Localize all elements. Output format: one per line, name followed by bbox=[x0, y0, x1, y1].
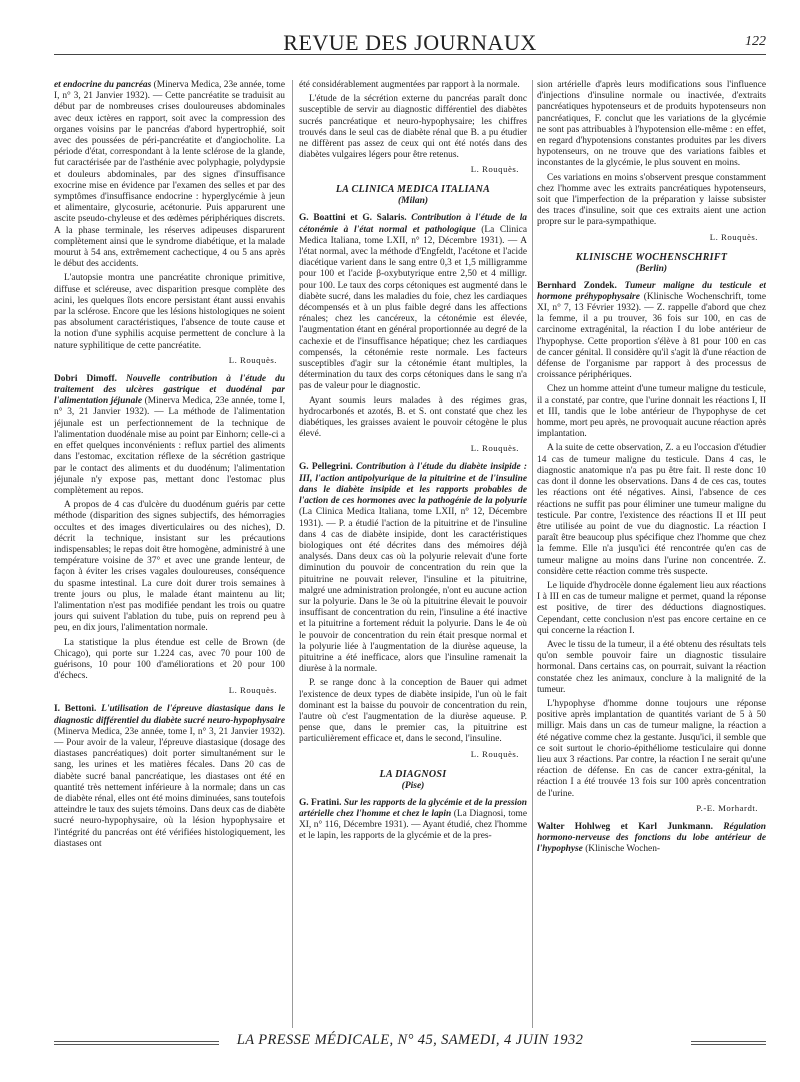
page-footer bbox=[54, 1032, 766, 1052]
article-author: I. Bettoni. bbox=[54, 704, 97, 715]
article-title: Régulation hormono-nerveuse des fonctions du lobe antérieur de l'hypophyse bbox=[537, 821, 766, 855]
column-divider bbox=[292, 80, 293, 1028]
article-text: (Minerva Medica, 23e année, tome I, n° 3, 21 Janvier 1932). — La méthode de l'alimentation jéjunale est un perfectionnement de la technique de l'alimentation duodénale mise au point par Einhorn; celle-ci a en effet quelques inconvénients : reflux partiel des aliments dans l'estomac, excitation réflexe de la sécrétion gastrique par le contact des aliments et du duodénum; l'alimentation jéjunale n'y expose pas, mettant donc l'estomac plus complètement au repos. bbox=[54, 396, 285, 496]
header-rule bbox=[54, 54, 766, 55]
article-paragraph: Avec le tissu de la tumeur, il a été obtenu des résultats tels qu'on semble pouvoir faire un diagnostic tissulaire hormonal. Dans certains cas, on pourrait, suivant la réaction constatée chez les animaux, conclure à la malignité de la tumeur. bbox=[537, 639, 766, 695]
article-text: (La Diagnosi, tome XI, n° 116, Décembre 1931). — Ayant étudié, chez l'homme et le lapin, les rapports de la glycémie et de la pres- bbox=[299, 808, 527, 842]
article-text: (Minerva Medica, 23e année, tome I, n° 3, 21 Janvier 1932). — Cette pancréatite se traduisit au début par de nombreuses crises douloureuses abdominales avec deux ictères en rapport, soit avec la compression des organes voisins par le pancréas d'abord hypertrophié, soit avec des poussées de péri-pancréatite et d'angiocholite. La période d'état, correspondant à la lente sclérose de la glande, fut caractérisée par de l'asthénie avec polyphagie, polydypsie et douleurs abdominales, par des signes d'insuffisance exocrine mise en évidence par l'examen des selles et par des symptômes d'insuffisance endocrine : hyperglycémie à jeun et alimentaire, glycosurie, acétonurie. Puis apparurent une ascite pseudo-chyleuse et des œdèmes périphériques discrets. A la phase terminale, les réserves adipeuses disparurent complètement ainsi que le syndrome diabétique, et la malade mourut à 54 ans, extrêmement cachectique, 4 ou 5 ans après le début des accidents. bbox=[54, 80, 285, 270]
author-signature: L. Rouquès. bbox=[470, 443, 519, 454]
article-paragraph: Le liquide d'hydrocèle donne également lieu aux réactions I à III en cas de tumeur maligne et permet, quand la réponse est positive, de tirer des déductions diagnostiques. Cependant, cette conclusion n'est pas encore certaine en ce qui concerne la réaction I. bbox=[537, 580, 766, 636]
footer-publication: LA PRESSE MÉDICALE, N° 45, SAMEDI, 4 JUIN 1932 bbox=[236, 1032, 584, 1048]
article-paragraph: Ces variations en moins s'observent presque constamment chez l'homme avec les extraits pancréatiques hypotenseurs, soit que l'imperfection de la préparation y laisse subsister des traces d'insuline, soit que ces extraits aient une action propre sur le para-sympathique. bbox=[537, 172, 766, 228]
article-author: Walter Hohlweg et Karl Junkmann. bbox=[537, 821, 713, 832]
column-3 bbox=[537, 80, 766, 1028]
article-text: (La Clinica Medica Italiana, tome LXII, n° 12, Décembre 1931). — P. a étudié l'action de la pituitrine et de l'insuline dans 4 cas de diabète insipide, dont les caractéristiques biologiques ont été décrites dans des mémoires déjà analysés. Dans deux cas où la polyurie relevait d'une forte diminution du pouvoir de concentration du rein que la pituitrine ne pouvait relever, l'insuline et la pituitrine, malgré une administration prolongée, n'ont eu aucune action sur la polyurie. Dans le 3e où la pituitrine élevait le pouvoir insuffisant de concentration du rein, l'insuline a été inactive et la pituitrine a fortement réduit la polyurie. Dans le 4e où le pouvoir de concentration du rein était presque normal et la polyurie liée à l'augmentation de la diurèse aqueuse, la pituitrine a été inefficace, alors que l'insuline ramenait la diurèse à la normale. bbox=[299, 507, 527, 675]
article-paragraph bbox=[299, 213, 527, 392]
article-paragraph bbox=[537, 281, 766, 382]
author-signature: L. Rouquès. bbox=[228, 685, 277, 696]
article-paragraph: Chez un homme atteint d'une tumeur maligne du testicule, il a constaté, par contre, que l'urine donnait les réactions I, II et III, tandis que le lobe antérieur de l'hypophyse de cet homme, mort peu après, ne provoquait aucune réaction après implantation. bbox=[537, 384, 766, 440]
footer-rule bbox=[691, 1044, 766, 1045]
article-text: (Minerva Medica, 23e année, tome I, n° 3, 21 Janvier 1932). — Pour avoir de la valeur, l'épreuve diastasique (dosage des diastases pancréatiques) doit porter simultanément sur le sang, les urines et les matières fécales. Dans 20 cas de diabète sucré banal pancréatique, les diastases ont été en quantité très nettement inférieure à la normale; dans un cas de diabète rénal, elles ont été moins diminuées, sans toutefois atteindre le taux des sujets témoins. Dans deux cas de diabète sucré neuro-hypophysaire, où la lésion hypophysaire et l'intégrité du pancréas ont été vérifiées histologiquement, les diastases ont bbox=[54, 726, 285, 849]
journal-city: (Berlin) bbox=[635, 263, 668, 274]
article-paragraph: été considérablement augmentées par rapport à la normale. bbox=[299, 80, 520, 90]
text-columns bbox=[54, 80, 766, 1028]
column-1 bbox=[54, 80, 285, 1028]
article-text: (Klinische Wochen- bbox=[582, 844, 661, 855]
footer-rule bbox=[691, 1041, 766, 1042]
article-title: L'utilisation de l'épreuve diastasique dans le diagnostic différentiel du diabète sucré neuro-hypophysaire bbox=[54, 704, 285, 726]
article-paragraph bbox=[54, 80, 285, 270]
page-header bbox=[54, 30, 766, 56]
author-signature: P.-E. Morhardt. bbox=[696, 802, 758, 813]
article-title: Contribution à l'étude de la cétonémie à l'état normal et pathologique bbox=[299, 213, 527, 235]
article-text: (La Clinica Medica Italiana, tome LXII, n° 12, Décembre 1931). — A l'état normal, avec la méthode d'Engfeldt, l'acétone et l'acide diacétique varient dans le sang entre 0,3 et 1,5 milligramme pour 100 et l'acide β-oxybutyrique entre 2,50 et 4 milligr. pour 100. Le taux des corps cétoniques est augmenté dans le diabète sucré, dans les maladies du foie, chez les cardiaques décompensés et à un plus faible degré dans les affections rénales; chez les cancéreux, la cétonémie est élevée, l'augmentation étant en général proportionnée au degré de la cachexie et de l'insuffisance hépatique; chez les cardiaques compensés, la cétonémie reste normale. Les facteurs susceptibles d'agir sur la cétonémie étant multiples, la détermination du taux des corps cétoniques dans le sang n'a pas de valeur pour le diagnostic. bbox=[299, 224, 527, 392]
journal-title: REVUE DES JOURNAUX bbox=[283, 30, 537, 55]
journal-section-heading: LA CLINICA MEDICA ITALIANA bbox=[335, 184, 491, 196]
article-paragraph: L'hypophyse d'homme donne toujours une réponse positive après implantation de quantités variant de 5 à 50 milligr. Mais dans un cas de tumeur maligne, la réaction a été négative comme chez la gestante. Jusqu'ici, il semble que ce soit surtout le chorio-épithéliome testiculaire qui donne lieu aux 3 réactions. Par contre, la réaction I ne serait qu'une réaction de défense. En cas de cancer extra-génital, la réaction I a été trouvée 13 fois sur 100 après concentration de l'urine. bbox=[537, 698, 766, 799]
journal-section-heading: KLINISCHE WOCHENSCHRIFT bbox=[575, 251, 728, 263]
journal-city: (Pise) bbox=[401, 780, 425, 791]
author-signature: L. Rouquès. bbox=[470, 748, 519, 759]
article-paragraph: L'étude de la sécrétion externe du pancréas paraît donc susceptible de servir au diagnostic différentiel des diabètes sucrés pancréatique et neuro-hypophysaire; les chiffres trouvés dans le seul cas de diabète rénal que B. a pu étudier ne diffèrent pas assez de ceux qui ont été notés dans des diabètes vulgaires légers pour être retenus. bbox=[299, 94, 527, 161]
author-signature: L. Rouquès. bbox=[709, 231, 758, 242]
article-paragraph: A propos de 4 cas d'ulcère du duodénum guéris par cette méthode (disparition des signes subjectifs, des hémorragies occultes et des images diverticulaires ou des niches), D. décrit la technique, insistant sur les précautions indispensables; le repas doit être homogène, administré à une température voisine de 37° et avec une grande lenteur, de façon à éviter les crises vagales douloureuses, conséquence du spasme intestinal. La cure doit durer trois semaines à trente jours ou plus, le malade étant maintenu au lit; l'alimentation n'est pas modifiée pendant les trois ou quatre jours qui suivent l'ablation du tube, puis on reprend peu à peu, en dix jours, l'alimentation normale. bbox=[54, 500, 285, 634]
article-author: G. Pellegrini. bbox=[299, 462, 353, 473]
article-paragraph bbox=[54, 374, 285, 497]
author-signature: L. Rouquès. bbox=[228, 354, 277, 365]
article-paragraph: La statistique la plus étendue est celle de Brown (de Chicago), qui porte sur 1.224 cas, avec 70 pour 100 de guérisons, 10 pour 100 d'améliorations et 20 pour 100 d'échecs. bbox=[54, 637, 285, 682]
article-title: Nouvelle contribution à l'étude du traitement des ulcères gastrique et duodénal par l'alimentation jéjunale bbox=[54, 373, 285, 407]
page-number: 122 bbox=[745, 34, 766, 49]
journal-section-heading: LA DIAGNOSI bbox=[379, 768, 447, 780]
article-title: Contribution à l'étude du diabète insipide : III, l'action antipolyurique de la pituitrine et de l'insuline dans le diabète insipide et les rapports probables de l'action de ces hormones avec la pathogénie de la polyurie bbox=[299, 462, 527, 507]
article-paragraph: Ayant soumis leurs malades à des régimes gras, hydrocarbonés et azotés, B. et S. ont constaté que chez les diabétiques, les graisses avaient le pouvoir cétogène le plus élevé. bbox=[299, 395, 527, 440]
column-divider bbox=[532, 80, 533, 1028]
article-text: (Klinische Wochenschrift, tome XI, n° 7, 13 Février 1932). — Z. rappelle d'abord que chez la femme, il a pu trouver, 36 fois sur 100, en cas de carcinome extragénital, la réaction I du lobe antérieur de l'hypophyse. Cette proportion s'élève à 81 pour 100 en cas de cancer génital. Il considère qu'il s'agit là d'une réaction de défense de l'organisme par rapport à des processus de croissance périphériques. bbox=[537, 291, 766, 381]
article-author: G. Fratini. bbox=[299, 797, 342, 808]
article-paragraph: P. se range donc à la conception de Bauer qui admet l'existence de deux types de diabète insipide, l'un où le fait dominant est la baisse du pouvoir de concentration du rein, l'autre où c'est l'augmentation de la diurèse aqueuse. P. pense que, dans le premier cas, la pituitrine est particulièrement efficace et, dans le second, l'insuline. bbox=[299, 678, 527, 745]
article-paragraph: L'autopsie montra une pancréatite chronique primitive, diffuse et scléreuse, avec disparition presque complète des acini, les quelques îlots encore persistant étant aussi envahis par la sclérose. Encore que les lésions histologiques ne soient pas absolument caractéristiques, l'absence de toute cause et la notion d'une syphilis acquise permettent de conclure à la nature syphilitique de cette pancréatite. bbox=[54, 273, 285, 351]
article-author: G. Boattini et G. Salaris. bbox=[299, 213, 407, 224]
article-paragraph bbox=[299, 798, 527, 843]
article-paragraph: sion artérielle d'après leurs modifications sous l'influence d'injections d'insuline normale ou inactivée, d'extraits pancréatiques hypotenseurs et de produits hypotenseurs non pancréatiques, F. conclut que les variations de la glycémie ne sont pas attribuables à l'hypotension elle-même : en effet, en regard d'hypotensions constantes produites par les divers hypotenseurs, on ne trouve que des variations faibles et inconstantes de la glycémie, le plus souvent en moins. bbox=[537, 80, 766, 169]
column-2 bbox=[299, 80, 527, 1028]
article-author: Bernhard Zondek. bbox=[537, 280, 617, 291]
article-paragraph bbox=[537, 822, 766, 856]
article-paragraph bbox=[299, 462, 527, 675]
article-paragraph bbox=[54, 704, 285, 850]
article-title: et endocrine du pancréas bbox=[54, 80, 152, 90]
author-signature: L. Rouquès. bbox=[470, 164, 519, 175]
journal-city: (Milan) bbox=[397, 196, 429, 207]
article-paragraph: A la suite de cette observation, Z. a eu l'occasion d'étudier 14 cas de tumeur maligne du testicule. Dans 4 cas, le diagnostic anatomique n'a pas pu être fait. Il reste donc 10 cas dont il donne les observations. Dans 4 de ces cas, toutes les réactions ont été négatives. Ainsi, l'absence de ces réactions ne suffit pas pour éliminer une tumeur maligne du testicule. Par contre, l'existence des réactions II et III peut être utilisée au point de vue du diagnostic. La réaction I paraît être beaucoup plus spécifique chez l'homme que chez la femme. Elle n'a jusqu'ici été rencontrée qu'en cas de tumeur maligne au moins dans l'urine non concentrée. Z. considère cette réaction comme très suspecte. bbox=[537, 443, 766, 577]
article-author: Dobri Dimoff. bbox=[54, 373, 117, 384]
article-title: Sur les rapports de la glycémie et de la pression artérielle chez l'homme et chez le lapin bbox=[299, 797, 527, 819]
article-title: Tumeur maligne du testicule et hormone préhypophysaire bbox=[537, 280, 766, 302]
